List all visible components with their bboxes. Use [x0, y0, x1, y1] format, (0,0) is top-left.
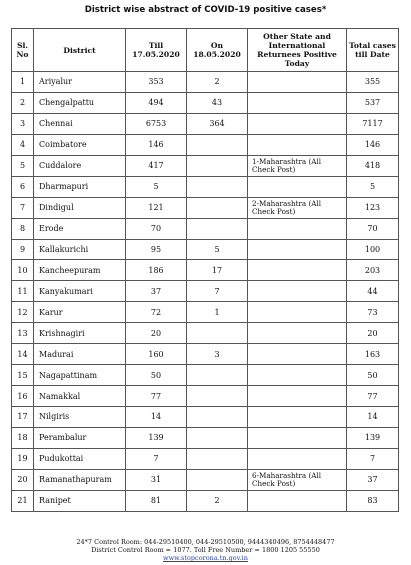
cell-district: Coimbatore [34, 134, 126, 155]
cell-total-cases: 123 [347, 197, 399, 218]
cell-on-date [187, 365, 248, 386]
table-row [12, 260, 399, 281]
cell-on-date [187, 134, 248, 155]
cell-total-cases: 77 [347, 386, 399, 407]
cell-district: Ariyalur [34, 72, 126, 93]
cell-district: Cuddalore [34, 155, 126, 176]
cell-till-date: 494 [126, 92, 187, 113]
cell-sl-no: 1 [12, 72, 34, 93]
cell-total-cases: 355 [347, 72, 399, 93]
cell-sl-no: 7 [12, 197, 34, 218]
cell-on-date [187, 407, 248, 428]
cell-till-date: 6753 [126, 113, 187, 134]
header-on-date: On 18.05.2020 [187, 29, 248, 72]
cell-till-date: 37 [126, 281, 187, 302]
cell-district: Nagapattinam [34, 365, 126, 386]
cell-total-cases: 7 [347, 448, 399, 469]
cell-on-date: 3 [187, 344, 248, 365]
cell-sl-no: 16 [12, 386, 34, 407]
cell-other-returnees [248, 113, 347, 134]
cell-on-date: 43 [187, 92, 248, 113]
cell-till-date: 139 [126, 427, 187, 448]
table-row [12, 302, 399, 323]
website-link[interactable]: www.stopcorona.tn.gov.in [163, 554, 248, 562]
cell-district: Nilgiris [34, 407, 126, 428]
cell-till-date: 121 [126, 197, 187, 218]
cell-district: Chennai [34, 113, 126, 134]
cell-on-date [187, 197, 248, 218]
cell-till-date: 160 [126, 344, 187, 365]
cell-sl-no: 13 [12, 323, 34, 344]
table-row [12, 134, 399, 155]
cell-till-date: 31 [126, 469, 187, 490]
cell-on-date: 1 [187, 302, 248, 323]
cell-other-returnees [248, 386, 347, 407]
control-room-line: 24*7 Control Room: 044-29510400, 044-29510500, 9444340496, 8754448477 [76, 538, 335, 546]
cell-till-date: 146 [126, 134, 187, 155]
table-row [12, 365, 399, 386]
cell-till-date: 5 [126, 176, 187, 197]
cell-total-cases: 7117 [347, 113, 399, 134]
cell-other-returnees [248, 302, 347, 323]
cell-other-returnees [248, 239, 347, 260]
cell-sl-no: 6 [12, 176, 34, 197]
cell-other-returnees [248, 260, 347, 281]
cell-total-cases: 73 [347, 302, 399, 323]
cell-sl-no: 14 [12, 344, 34, 365]
cell-other-returnees: 6-Maharashtra (All Check Post) [248, 469, 347, 490]
cell-till-date: 14 [126, 407, 187, 428]
cell-on-date [187, 469, 248, 490]
header-till-date: Till 17.05.2020 [126, 29, 187, 72]
table-row [12, 72, 399, 93]
cell-on-date: 364 [187, 113, 248, 134]
cell-total-cases: 163 [347, 344, 399, 365]
cell-other-returnees [248, 448, 347, 469]
cell-sl-no: 21 [12, 490, 34, 511]
cell-district: Kancheepuram [34, 260, 126, 281]
cell-till-date: 72 [126, 302, 187, 323]
table-row [12, 239, 399, 260]
cell-sl-no: 8 [12, 218, 34, 239]
cell-district: Dharmapuri [34, 176, 126, 197]
cell-total-cases: 83 [347, 490, 399, 511]
cell-other-returnees [248, 427, 347, 448]
cell-district: Madurai [34, 344, 126, 365]
cell-total-cases: 14 [347, 407, 399, 428]
cell-sl-no: 4 [12, 134, 34, 155]
cell-sl-no: 12 [12, 302, 34, 323]
cell-other-returnees [248, 134, 347, 155]
cell-on-date [187, 218, 248, 239]
cell-district: Kanyakumari [34, 281, 126, 302]
cell-other-returnees [248, 323, 347, 344]
cell-other-returnees [248, 365, 347, 386]
cell-total-cases: 44 [347, 281, 399, 302]
cell-on-date [187, 386, 248, 407]
cell-on-date: 2 [187, 72, 248, 93]
cell-on-date [187, 176, 248, 197]
cell-sl-no: 10 [12, 260, 34, 281]
cell-sl-no: 2 [12, 92, 34, 113]
cell-sl-no: 3 [12, 113, 34, 134]
cell-total-cases: 203 [347, 260, 399, 281]
cell-district: Dindigul [34, 197, 126, 218]
cell-district: Namakkal [34, 386, 126, 407]
cell-sl-no: 5 [12, 155, 34, 176]
cell-on-date [187, 427, 248, 448]
cell-till-date: 186 [126, 260, 187, 281]
cell-total-cases: 537 [347, 92, 399, 113]
table-row [12, 386, 399, 407]
header-other-returnees: Other State and International Returnees Positive Today [248, 29, 347, 72]
table-row [12, 92, 399, 113]
cell-other-returnees: 1-Maharashtra (All Check Post) [248, 155, 347, 176]
cell-sl-no: 19 [12, 448, 34, 469]
cell-on-date: 2 [187, 490, 248, 511]
cell-total-cases: 37 [347, 469, 399, 490]
cell-sl-no: 11 [12, 281, 34, 302]
covid-abstract-table [11, 28, 399, 512]
cell-other-returnees [248, 490, 347, 511]
table-body [12, 72, 399, 512]
cell-till-date: 353 [126, 72, 187, 93]
header-sl-no: Sl. No [12, 29, 34, 72]
cell-on-date [187, 155, 248, 176]
cell-district: Ranipet [34, 490, 126, 511]
table-row [12, 344, 399, 365]
page-title: District wise abstract of COVID-19 positive cases* [84, 5, 327, 15]
cell-on-date [187, 323, 248, 344]
cell-sl-no: 18 [12, 427, 34, 448]
cell-total-cases: 418 [347, 155, 399, 176]
cell-district: Pudukottai [34, 448, 126, 469]
table-row [12, 197, 399, 218]
cell-total-cases: 146 [347, 134, 399, 155]
table-row [12, 176, 399, 197]
cell-other-returnees [248, 92, 347, 113]
header-total-cases: Total cases till Date [347, 29, 399, 72]
cell-sl-no: 15 [12, 365, 34, 386]
cell-sl-no: 20 [12, 469, 34, 490]
table-row [12, 281, 399, 302]
cell-till-date: 70 [126, 218, 187, 239]
table-header-row [12, 29, 399, 72]
table-row [12, 469, 399, 490]
cell-till-date: 77 [126, 386, 187, 407]
header-district: District [34, 29, 126, 72]
cell-till-date: 50 [126, 365, 187, 386]
table-row [12, 113, 399, 134]
table-row [12, 323, 399, 344]
cell-total-cases: 5 [347, 176, 399, 197]
cell-district: Karur [34, 302, 126, 323]
cell-on-date: 5 [187, 239, 248, 260]
cell-district: Perambalur [34, 427, 126, 448]
cell-total-cases: 70 [347, 218, 399, 239]
cell-other-returnees [248, 407, 347, 428]
table-row [12, 448, 399, 469]
table-row [12, 407, 399, 428]
cell-district: Krishnagiri [34, 323, 126, 344]
cell-on-date: 7 [187, 281, 248, 302]
table-row [12, 490, 399, 511]
cell-other-returnees [248, 176, 347, 197]
cell-sl-no: 17 [12, 407, 34, 428]
table-row [12, 218, 399, 239]
cell-sl-no: 9 [12, 239, 34, 260]
table-row [12, 427, 399, 448]
table-row [12, 155, 399, 176]
cell-till-date: 95 [126, 239, 187, 260]
cell-district: Kallakurichi [34, 239, 126, 260]
footer [0, 538, 411, 562]
cell-till-date: 7 [126, 448, 187, 469]
cell-till-date: 20 [126, 323, 187, 344]
cell-other-returnees [248, 281, 347, 302]
cell-district: Chengalpattu [34, 92, 126, 113]
cell-district: Ramanathapuram [34, 469, 126, 490]
district-control-line: District Control Room = 1077. Toll Free Number = 1800 1205 55550 [91, 546, 320, 554]
cell-district: Erode [34, 218, 126, 239]
cell-till-date: 417 [126, 155, 187, 176]
cell-total-cases: 100 [347, 239, 399, 260]
cell-total-cases: 139 [347, 427, 399, 448]
cell-total-cases: 50 [347, 365, 399, 386]
cell-other-returnees [248, 218, 347, 239]
cell-on-date: 17 [187, 260, 248, 281]
cell-other-returnees [248, 72, 347, 93]
cell-total-cases: 20 [347, 323, 399, 344]
cell-other-returnees: 2-Maharashtra (All Check Post) [248, 197, 347, 218]
cell-till-date: 81 [126, 490, 187, 511]
cell-other-returnees [248, 344, 347, 365]
cell-on-date [187, 448, 248, 469]
